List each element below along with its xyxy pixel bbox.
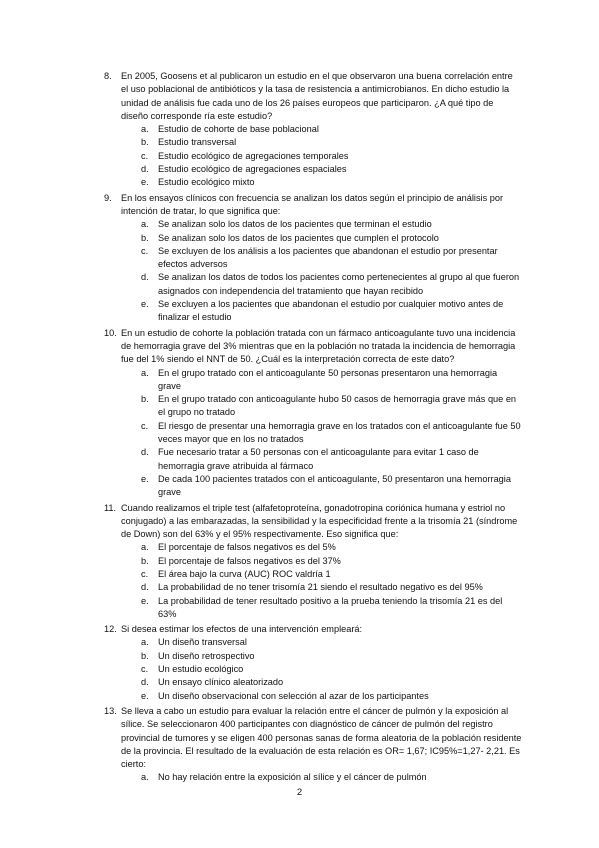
option-letter: d. bbox=[141, 272, 149, 283]
answer-option bbox=[121, 663, 522, 676]
option-letter: c. bbox=[141, 245, 149, 256]
option-letter: c. bbox=[141, 150, 149, 161]
option-text: Estudio ecológico de agregaciones espaciales bbox=[158, 164, 347, 175]
option-text: Estudio transversal bbox=[158, 137, 237, 148]
question-text: Se lleva a cabo un estudio para evaluar la relación entre el cáncer de pulmón y la exposición al sílice. Se seleccionaron 400 participantes con diagnóstico de cáncer de pulmón del registro provincial de tumores y se eligen 400 personas sanas de forma aleatoria de la población residente de la provincia. El resultado de la evaluación de esta relación es OR= 1,67; IC95%=1,27- 2,21. Es cierto: bbox=[121, 705, 522, 770]
option-text: Estudio de cohorte de base poblacional bbox=[158, 124, 319, 135]
question-number: 10. bbox=[104, 327, 117, 338]
question-number: 9. bbox=[104, 192, 112, 203]
option-letter: b. bbox=[141, 555, 149, 566]
answer-option bbox=[121, 473, 522, 500]
option-text: La probabilidad de tener resultado positivo a la prueba teniendo la trisomía 21 es del 63% bbox=[158, 595, 503, 619]
answer-option bbox=[121, 581, 522, 594]
question-item bbox=[104, 327, 522, 500]
answer-options bbox=[121, 367, 522, 500]
answer-option bbox=[121, 636, 522, 649]
option-text: El porcentaje de falsos negativos es del 5% bbox=[158, 542, 336, 553]
question-text: En los ensayos clínicos con frecuencia se analizan los datos según el principio de análisis por intención de tratar, lo que significa que: bbox=[121, 192, 504, 216]
answer-option bbox=[121, 568, 522, 581]
answer-options bbox=[121, 541, 522, 621]
answer-option bbox=[121, 123, 522, 136]
answer-option bbox=[121, 690, 522, 703]
question-list bbox=[104, 70, 522, 787]
page-number: 2 bbox=[296, 787, 303, 798]
question-item bbox=[104, 705, 522, 785]
option-text: Fue necesario tratar a 50 personas con el anticoagulante para evitar 1 caso de hemorragia grave atribuida al fármaco bbox=[158, 447, 479, 471]
answer-option bbox=[121, 298, 522, 325]
option-letter: d. bbox=[141, 447, 149, 458]
answer-option bbox=[121, 446, 522, 473]
answer-option bbox=[121, 245, 522, 272]
option-letter: a. bbox=[141, 367, 149, 378]
question-number: 11. bbox=[104, 502, 117, 513]
option-letter: d. bbox=[141, 164, 149, 175]
question-item bbox=[104, 623, 522, 703]
question-number: 13. bbox=[104, 705, 117, 716]
question-text: En 2005, Goosens et al publicaron un estudio en el que observaron una buena correlación entre el uso poblacional de antibióticos y la tasa de resistencia a antimicrobianos. En dicho estudio la unidad de análisis fue cada uno de los 26 países europeos que participaron. ¿A qué tipo de diseño corresponde ría este estudio? bbox=[121, 71, 513, 121]
question-item bbox=[104, 70, 522, 190]
option-text: El porcentaje de falsos negativos es del 37% bbox=[158, 555, 341, 566]
option-letter: e. bbox=[141, 177, 149, 188]
answer-options bbox=[121, 218, 522, 324]
option-text: Se analizan solo los datos de los pacientes que terminan el estudio bbox=[158, 219, 432, 230]
option-text: Estudio ecológico de agregaciones temporales bbox=[158, 150, 349, 161]
option-letter: d. bbox=[141, 677, 149, 688]
option-letter: b. bbox=[141, 394, 149, 405]
option-letter: e. bbox=[141, 473, 149, 484]
answer-options bbox=[121, 123, 522, 189]
option-text: Un ensayo clínico aleatorizado bbox=[158, 677, 284, 688]
option-text: De cada 100 pacientes tratados con el anticoagulante, 50 presentaron una hemorragia grave bbox=[158, 473, 511, 498]
question-text: Si desea estimar los efectos de una intervención empleará: bbox=[121, 624, 363, 635]
question-item bbox=[104, 502, 522, 622]
question-number: 12. bbox=[104, 624, 117, 635]
option-text: No hay relación entre la exposición al sílice y el cáncer de pulmón bbox=[158, 772, 427, 783]
answer-option bbox=[121, 232, 522, 245]
option-text: Se analizan los datos de todos los pacientes como pertenecientes al grupo al que fueron asignados con independencia del tratamiento que hayan recibido bbox=[158, 272, 520, 296]
option-text: En el grupo tratado con el anticoagulante 50 personas presentaron una hemorragia grave bbox=[158, 367, 498, 391]
answer-option bbox=[121, 541, 522, 554]
option-letter: c. bbox=[141, 664, 149, 675]
option-letter: c. bbox=[141, 568, 149, 579]
question-item bbox=[104, 192, 522, 325]
option-text: La probabilidad de no tener trisomía 21 siendo el resultado negativo es del 95% bbox=[158, 582, 483, 593]
option-text: Un diseño observacional con selección al azar de los participantes bbox=[158, 690, 429, 701]
option-text: El área bajo la curva (AUC) ROC valdría 1 bbox=[158, 568, 331, 579]
answer-option bbox=[121, 771, 522, 784]
question-number: 8. bbox=[104, 71, 112, 81]
option-text: El riesgo de presentar una hemorragia grave en los tratados con el anticoagulante fue 50 veces mayor que en los no tratados bbox=[158, 420, 521, 445]
answer-option bbox=[121, 555, 522, 568]
option-letter: a. bbox=[141, 124, 149, 135]
option-text: En el grupo tratado con anticoagulante hubo 50 casos de hemorragia grave más que en el grupo no tratado bbox=[158, 394, 517, 418]
answer-options bbox=[121, 771, 522, 784]
option-text: Se excluyen a los pacientes que abandonan el estudio por cualquier motivo antes de finalizar el estudio bbox=[158, 299, 504, 323]
option-letter: b. bbox=[141, 650, 149, 661]
option-letter: e. bbox=[141, 595, 149, 606]
answer-option bbox=[121, 367, 522, 394]
option-letter: b. bbox=[141, 232, 149, 243]
question-text: En un estudio de cohorte la población tratada con un fármaco anticoagulante tuvo una incidencia de hemorragia grave del 3% mientras que en la población no tratada la incidencia de hemorragia fue del 1% siendo el NNT de 50. ¿Cuál es la interpretación correcta de este dato? bbox=[121, 327, 516, 365]
answer-option bbox=[121, 595, 522, 622]
option-letter: a. bbox=[141, 542, 149, 553]
answer-option bbox=[121, 136, 522, 149]
answer-option bbox=[121, 271, 522, 298]
option-text: Un estudio ecológico bbox=[158, 664, 244, 675]
answer-option bbox=[121, 163, 522, 176]
question-text: Cuando realizamos el triple test (alfafetoproteína, gonadotropina coriónica humana y estriol no conjugado) a las embarazadas, la sensibilidad y la especificidad frente a la trisomía 21 (síndrome de Down) son del 63% y el 95% respectivamente. Eso significa que: bbox=[121, 502, 518, 540]
answer-option bbox=[121, 176, 522, 189]
option-letter: a. bbox=[141, 219, 149, 230]
answer-option bbox=[121, 218, 522, 231]
option-letter: a. bbox=[141, 772, 149, 783]
option-text: Un diseño retrospectivo bbox=[158, 650, 255, 661]
answer-option bbox=[121, 676, 522, 689]
option-text: Estudio ecológico mixto bbox=[158, 177, 255, 188]
option-letter: a. bbox=[141, 637, 149, 648]
option-text: Se excluyen de los análisis a los pacientes que abandonan el estudio por presentar efectos adversos bbox=[158, 245, 498, 270]
answer-option bbox=[121, 393, 522, 420]
answer-option bbox=[121, 420, 522, 447]
option-text: Se analizan solo los datos de los pacientes que cumplen el protocolo bbox=[158, 232, 439, 243]
answer-options bbox=[121, 636, 522, 702]
answer-option bbox=[121, 650, 522, 663]
option-text: Un diseño transversal bbox=[158, 637, 247, 648]
option-letter: e. bbox=[141, 690, 149, 701]
option-letter: b. bbox=[141, 137, 149, 148]
option-letter: d. bbox=[141, 582, 149, 593]
answer-option bbox=[121, 150, 522, 163]
option-letter: e. bbox=[141, 299, 149, 310]
option-letter: c. bbox=[141, 420, 149, 431]
